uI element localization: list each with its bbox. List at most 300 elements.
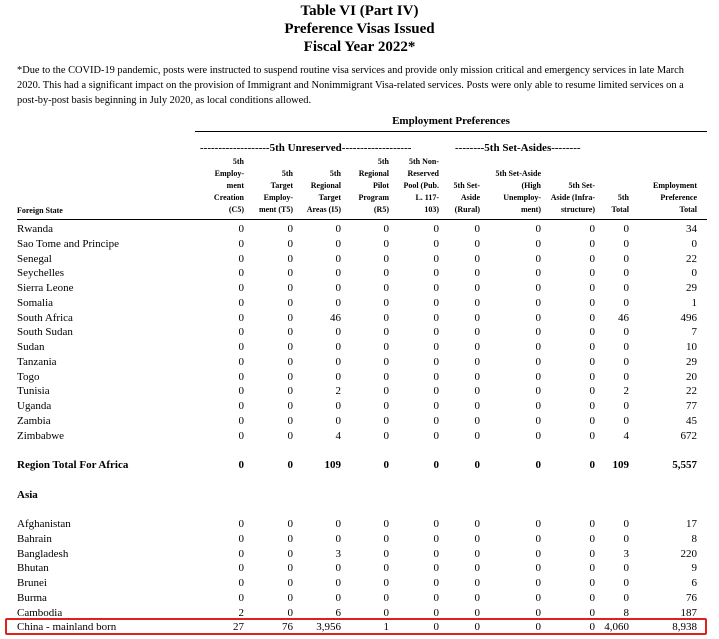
value-cell: 8: [623, 606, 629, 619]
value-cell: 0: [535, 370, 541, 383]
value-cell: 0: [383, 400, 389, 412]
value-cell: 0: [287, 400, 293, 412]
column-header-line: Aside: [460, 192, 480, 202]
column-header: [358, 156, 389, 216]
value-cell: 0: [535, 311, 541, 324]
value-cell: 0: [433, 311, 439, 324]
value-cell: 0: [589, 296, 595, 309]
value-cell: 0: [287, 237, 293, 250]
value-cell: 0: [383, 429, 389, 442]
column-header: [307, 168, 341, 216]
value-cell: 22: [686, 385, 697, 398]
foreign-state-cell: China - mainland born: [17, 621, 117, 634]
value-cell: 0: [335, 370, 341, 383]
value-cell: 0: [335, 252, 341, 265]
table-row: [0, 561, 719, 576]
column-header: [259, 168, 293, 216]
table-row: [0, 443, 719, 458]
column-header-line: Program: [358, 192, 389, 202]
value-cell: 22: [686, 252, 697, 265]
value-cell: 0: [623, 532, 629, 545]
value-cell: 0: [623, 518, 629, 530]
value-cell: 0: [535, 562, 541, 575]
value-cell: 6: [335, 606, 341, 619]
value-cell: 0: [433, 547, 439, 560]
value-cell: 0: [433, 562, 439, 575]
value-cell: 0: [623, 562, 629, 575]
value-cell: 0: [535, 296, 541, 309]
value-cell: 4,060: [604, 621, 629, 634]
column-header-line: Preference: [660, 192, 697, 202]
foreign-state-cell: Sudan: [17, 341, 45, 353]
value-cell: 0: [287, 577, 293, 589]
value-cell: 0: [474, 621, 480, 634]
table-row: [0, 532, 719, 547]
employment-preferences-header: Employment Preferences: [392, 115, 510, 127]
column-header: [612, 192, 630, 216]
value-cell: 0: [474, 400, 480, 412]
value-cell: 0: [535, 621, 541, 634]
column-header-line: 5th: [281, 168, 293, 178]
value-cell: 0: [433, 267, 439, 280]
table-row: [0, 237, 719, 252]
value-cell: 0: [474, 577, 480, 589]
value-cell: 0: [287, 252, 293, 265]
value-cell: 0: [335, 296, 341, 309]
value-cell: 0: [623, 252, 629, 265]
value-cell: 0: [287, 591, 293, 604]
value-cell: 0: [287, 355, 293, 368]
table-row: [0, 429, 719, 444]
column-header-line: Areas (I5): [306, 204, 341, 214]
value-cell: 8: [691, 532, 697, 545]
value-cell: 0: [335, 341, 341, 353]
value-cell: 0: [238, 237, 244, 250]
value-cell: 0: [238, 326, 244, 339]
value-cell: 0: [474, 326, 480, 339]
foreign-state-cell: Senegal: [17, 252, 52, 265]
table-row: [0, 414, 719, 429]
value-cell: 6: [691, 577, 697, 589]
column-header: [214, 156, 244, 216]
value-cell: 0: [535, 532, 541, 545]
value-cell: 0: [474, 252, 480, 265]
value-cell: 0: [535, 223, 541, 235]
value-cell: 2: [623, 385, 629, 398]
column-header-line: Employment: [653, 180, 697, 190]
value-cell: 0: [335, 400, 341, 412]
value-cell: 0: [589, 577, 595, 589]
value-cell: 0: [623, 237, 629, 250]
value-cell: 0: [287, 326, 293, 339]
value-cell: 220: [680, 547, 697, 560]
table-row: [0, 473, 719, 488]
covid-footnote: *Due to the COVID-19 pandemic, posts were instructed to suspend routine visa services and provide only mission critical and emergency services in late March 2020. This had a significant impact on the provision of Immigrant and Nonimmigrant Visa-related services. Posts were only able to resume limited services on a post-by-post basis beginning in July 2020, as local conditions allowed.: [17, 65, 684, 106]
column-header: [403, 156, 439, 216]
foreign-state-cell: Afghanistan: [17, 518, 71, 530]
table-row: [0, 576, 719, 591]
value-cell: 34: [686, 223, 697, 235]
value-cell: 0: [535, 355, 541, 368]
value-cell: 1: [691, 296, 697, 309]
value-cell: 0: [287, 341, 293, 353]
value-cell: 0: [623, 341, 629, 353]
value-cell: 0: [623, 577, 629, 589]
value-cell: 0: [238, 282, 244, 294]
column-header-rule: [17, 219, 707, 220]
value-cell: 0: [623, 223, 629, 235]
table-row: [0, 591, 719, 606]
value-cell: 0: [433, 400, 439, 412]
value-cell: 0: [623, 370, 629, 383]
value-cell: 672: [680, 429, 697, 442]
highlight-box: [5, 618, 707, 635]
foreign-state-cell: Cambodia: [17, 606, 63, 619]
foreign-state-cell: Zimbabwe: [17, 429, 65, 442]
value-cell: 0: [535, 414, 541, 427]
value-cell: 0: [335, 267, 341, 280]
value-cell: 0: [383, 385, 389, 398]
value-cell: 0: [287, 311, 293, 324]
value-cell: 0: [335, 282, 341, 294]
value-cell: 0: [238, 518, 244, 530]
value-cell: 3,956: [316, 621, 341, 634]
value-cell: 0: [589, 311, 595, 324]
value-cell: 0: [238, 591, 244, 604]
table-row: [0, 296, 719, 311]
value-cell: 2: [335, 385, 341, 398]
table-row: [0, 222, 719, 237]
value-cell: 0: [433, 370, 439, 383]
foreign-state-cell: Sao Tome and Principe: [17, 237, 119, 250]
value-cell: 8,938: [672, 621, 697, 634]
value-cell: 0: [433, 621, 439, 634]
column-header-line: Unemploy-: [503, 192, 541, 202]
table-row: [0, 252, 719, 267]
value-cell: 0: [335, 591, 341, 604]
value-cell: 76: [686, 591, 697, 604]
value-cell: 0: [433, 355, 439, 368]
value-cell: 0: [589, 282, 595, 294]
value-cell: 3: [623, 547, 629, 560]
value-cell: 0: [535, 326, 541, 339]
table-row: [0, 399, 719, 414]
value-cell: 0: [589, 414, 595, 427]
foreign-state-cell: South Sudan: [17, 326, 73, 339]
column-header-line: structure): [560, 204, 595, 214]
value-cell: 0: [623, 267, 629, 280]
value-cell: 0: [433, 459, 439, 471]
value-cell: 0: [383, 547, 389, 560]
column-header: [454, 180, 480, 216]
value-cell: 0: [433, 223, 439, 235]
value-cell: 0: [287, 532, 293, 545]
header-divider: [195, 131, 707, 132]
value-cell: 0: [535, 577, 541, 589]
value-cell: 0: [238, 414, 244, 427]
value-cell: 0: [335, 414, 341, 427]
value-cell: 0: [335, 355, 341, 368]
value-cell: 0: [383, 459, 389, 471]
value-cell: 0: [535, 385, 541, 398]
column-header-line: Aside (Infra-: [550, 192, 595, 202]
value-cell: 0: [474, 562, 480, 575]
value-cell: 0: [383, 282, 389, 294]
value-cell: 0: [535, 429, 541, 442]
value-cell: 0: [383, 296, 389, 309]
value-cell: 46: [330, 311, 341, 324]
value-cell: 0: [474, 237, 480, 250]
value-cell: 0: [287, 385, 293, 398]
table-row: [0, 502, 719, 517]
value-cell: 0: [589, 326, 595, 339]
foreign-state-cell: Brunei: [17, 577, 47, 589]
value-cell: 0: [535, 606, 541, 619]
foreign-state-cell: Zambia: [17, 414, 51, 427]
value-cell: 0: [474, 547, 480, 560]
value-cell: 0: [335, 223, 341, 235]
foreign-state-cell: Tanzania: [17, 355, 57, 368]
value-cell: 0: [335, 577, 341, 589]
value-cell: 0: [535, 252, 541, 265]
value-cell: 0: [335, 562, 341, 575]
foreign-state-cell: Somalia: [17, 296, 54, 309]
value-cell: 0: [589, 385, 595, 398]
value-cell: 0: [383, 518, 389, 530]
group-5th-set-asides: --------5th Set-Asides--------: [455, 142, 581, 154]
value-cell: 0: [433, 326, 439, 339]
column-header-line: L. 117-: [415, 192, 439, 202]
table-row: [0, 325, 719, 340]
column-header-line: (Rural): [454, 204, 480, 214]
value-cell: 0: [238, 223, 244, 235]
value-cell: 187: [680, 606, 697, 619]
value-cell: 0: [433, 341, 439, 353]
value-cell: 0: [433, 429, 439, 442]
column-header: [653, 180, 697, 216]
value-cell: 0: [433, 532, 439, 545]
column-header: [551, 180, 595, 216]
value-cell: 0: [287, 282, 293, 294]
table-row: [0, 488, 719, 503]
value-cell: 0: [433, 606, 439, 619]
value-cell: 0: [238, 547, 244, 560]
value-cell: 0: [433, 252, 439, 265]
value-cell: 0: [474, 282, 480, 294]
foreign-state-cell: Region Total For Africa: [17, 459, 129, 471]
value-cell: 27: [233, 621, 244, 634]
value-cell: 0: [623, 326, 629, 339]
value-cell: 0: [287, 223, 293, 235]
value-cell: 20: [686, 370, 697, 383]
value-cell: 0: [335, 518, 341, 530]
column-header-line: ment: [226, 180, 244, 190]
value-cell: 0: [535, 237, 541, 250]
value-cell: 0: [623, 282, 629, 294]
column-header-line: Employ-: [214, 168, 244, 178]
value-cell: 0: [383, 267, 389, 280]
value-cell: 0: [287, 370, 293, 383]
value-cell: 0: [287, 606, 293, 619]
column-header-line: ment (T5): [259, 204, 293, 214]
table-row: [0, 266, 719, 281]
column-header-line: 5th: [377, 156, 389, 166]
value-cell: 0: [589, 591, 595, 604]
value-cell: 0: [474, 267, 480, 280]
value-cell: 0: [433, 237, 439, 250]
value-cell: 4: [335, 429, 341, 442]
value-cell: 0: [383, 414, 389, 427]
value-cell: 0: [383, 341, 389, 353]
value-cell: 0: [623, 355, 629, 368]
value-cell: 0: [383, 223, 389, 235]
value-cell: 0: [589, 267, 595, 280]
value-cell: 0: [433, 385, 439, 398]
value-cell: 7: [691, 326, 697, 339]
value-cell: 3: [335, 547, 341, 560]
value-cell: 109: [612, 459, 629, 471]
column-header-line: ment): [521, 204, 541, 214]
value-cell: 0: [589, 518, 595, 530]
value-cell: 0: [335, 532, 341, 545]
foreign-state-cell: Asia: [17, 488, 38, 501]
value-cell: 0: [623, 591, 629, 604]
value-cell: 1: [383, 621, 389, 634]
value-cell: 0: [535, 459, 541, 471]
foreign-state-cell: Togo: [17, 370, 40, 383]
foreign-state-cell: Seychelles: [17, 267, 65, 280]
column-header-line: (High: [521, 180, 541, 190]
value-cell: 0: [589, 562, 595, 575]
value-cell: 17: [686, 518, 697, 530]
value-cell: 76: [282, 621, 293, 634]
value-cell: 0: [433, 591, 439, 604]
value-cell: 0: [589, 621, 595, 634]
column-header-line: 5th: [617, 192, 629, 202]
value-cell: 0: [238, 311, 244, 324]
table-row: [0, 281, 719, 296]
value-cell: 0: [589, 459, 595, 471]
value-cell: 0: [474, 591, 480, 604]
value-cell: 10: [686, 341, 697, 353]
value-cell: 0: [383, 577, 389, 589]
value-cell: 0: [383, 252, 389, 265]
table-row: [0, 340, 719, 355]
value-cell: 0: [623, 296, 629, 309]
column-header-line: (R5): [373, 204, 389, 214]
value-cell: 0: [535, 282, 541, 294]
value-cell: 0: [287, 562, 293, 575]
value-cell: 0: [589, 223, 595, 235]
value-cell: 0: [238, 459, 244, 471]
value-cell: 4: [623, 429, 629, 442]
foreign-state-cell: Burma: [17, 591, 47, 604]
column-header-line: Target: [318, 192, 341, 202]
value-cell: 0: [589, 532, 595, 545]
value-cell: 0: [238, 296, 244, 309]
value-cell: 45: [686, 414, 697, 427]
value-cell: 496: [680, 311, 697, 324]
value-cell: 0: [238, 562, 244, 575]
value-cell: 77: [686, 400, 697, 412]
value-cell: 0: [238, 355, 244, 368]
column-header-line: Regional: [310, 180, 341, 190]
column-header-line: Pilot: [373, 180, 389, 190]
column-header: [495, 168, 541, 216]
value-cell: 0: [433, 577, 439, 589]
value-cell: 0: [474, 223, 480, 235]
value-cell: 0: [383, 591, 389, 604]
table-row: [0, 517, 719, 532]
value-cell: 0: [691, 267, 697, 280]
foreign-state-header: Foreign State: [17, 206, 63, 215]
value-cell: 0: [535, 267, 541, 280]
value-cell: 0: [335, 237, 341, 250]
value-cell: 0: [287, 296, 293, 309]
value-cell: 0: [589, 400, 595, 412]
value-cell: 29: [686, 355, 697, 368]
value-cell: 0: [433, 414, 439, 427]
value-cell: 0: [474, 532, 480, 545]
table-row: [0, 355, 719, 370]
value-cell: 2: [238, 606, 244, 619]
value-cell: 0: [287, 547, 293, 560]
value-cell: 0: [535, 547, 541, 560]
value-cell: 0: [474, 355, 480, 368]
fiscal-year: Fiscal Year 2022*: [303, 39, 416, 55]
value-cell: 0: [589, 606, 595, 619]
column-header-line: 5th Non-: [408, 156, 439, 166]
value-cell: 0: [474, 429, 480, 442]
value-cell: 0: [433, 518, 439, 530]
value-cell: 0: [589, 237, 595, 250]
value-cell: 0: [535, 341, 541, 353]
table-title: Table VI (Part IV): [300, 3, 419, 19]
value-cell: 0: [589, 547, 595, 560]
value-cell: 0: [474, 370, 480, 383]
value-cell: 0: [287, 414, 293, 427]
value-cell: 0: [238, 267, 244, 280]
value-cell: 0: [383, 562, 389, 575]
foreign-state-cell: Uganda: [17, 400, 52, 412]
value-cell: 0: [383, 606, 389, 619]
column-header-line: 5th Set-: [568, 180, 595, 190]
value-cell: 29: [686, 282, 697, 294]
value-cell: 0: [238, 532, 244, 545]
column-header-line: Reserved: [407, 168, 439, 178]
value-cell: 0: [589, 429, 595, 442]
column-header-line: Target: [270, 180, 293, 190]
value-cell: 0: [535, 518, 541, 530]
value-cell: 0: [691, 237, 697, 250]
column-header-line: 5th: [232, 156, 244, 166]
foreign-state-cell: Bahrain: [17, 532, 52, 545]
value-cell: 0: [535, 400, 541, 412]
value-cell: 0: [238, 370, 244, 383]
value-cell: 0: [383, 326, 389, 339]
foreign-state-cell: South Africa: [17, 311, 73, 324]
value-cell: 9: [691, 562, 697, 575]
column-header-line: Creation: [213, 192, 244, 202]
foreign-state-cell: Bhutan: [17, 562, 49, 575]
value-cell: 46: [618, 311, 629, 324]
foreign-state-cell: Sierra Leone: [17, 282, 74, 294]
value-cell: 0: [383, 311, 389, 324]
table-row: [0, 384, 719, 399]
column-header-line: 103): [424, 204, 439, 214]
value-cell: 0: [433, 282, 439, 294]
value-cell: 0: [623, 414, 629, 427]
